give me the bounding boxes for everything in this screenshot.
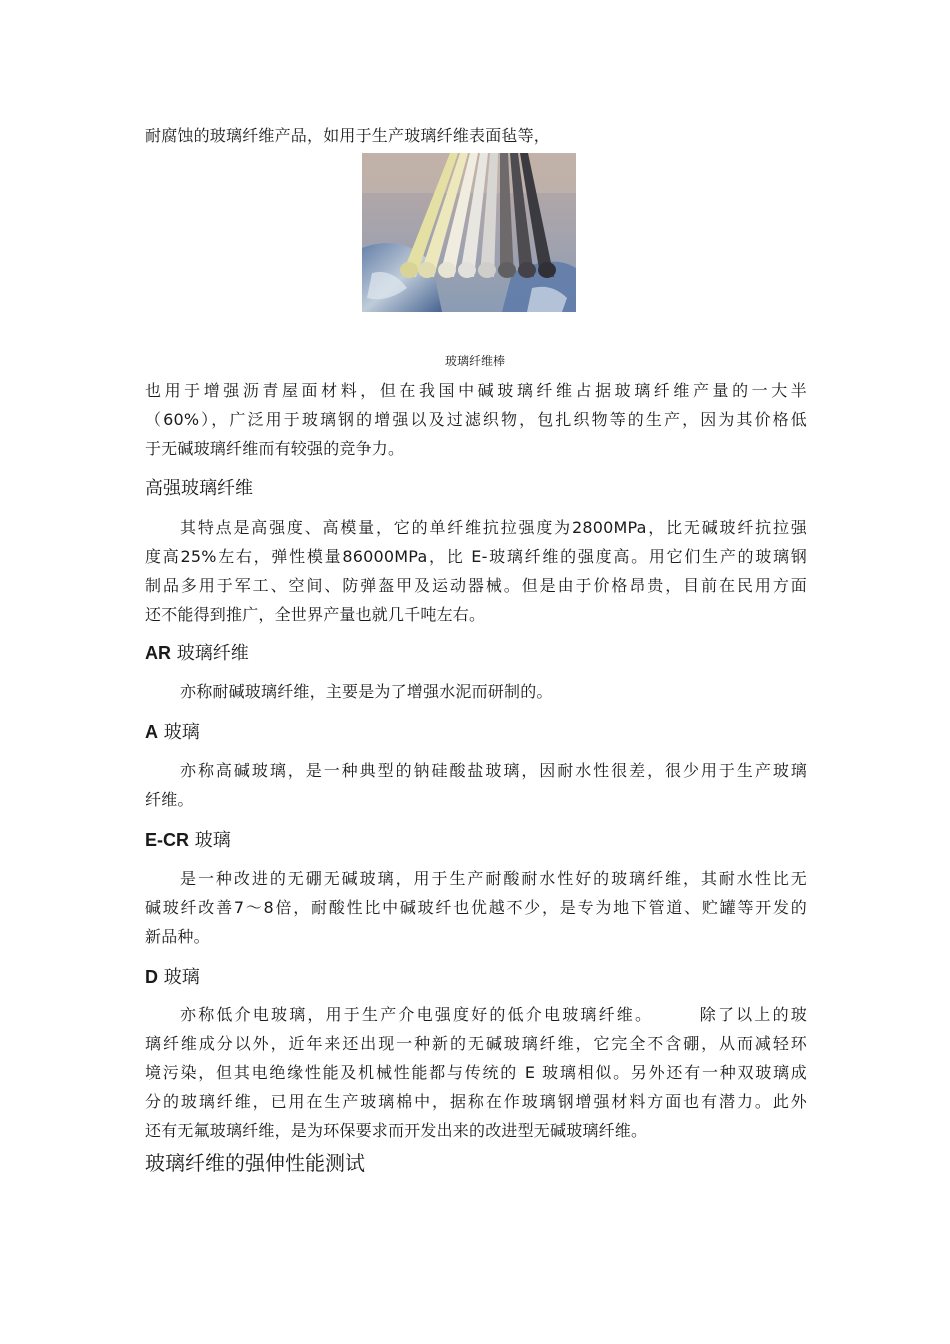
ecr-line-2: 碱玻纤改善7～8倍，耐酸性比中碱玻纤也优越不少，是专为地下管道、贮罐等开发的 <box>145 898 807 917</box>
high-strength-line-1: 其特点是高强度、高模量，它的单纤维抗拉强度为2800MPa，比无碱玻纤抗拉强 <box>180 518 807 537</box>
d-line-2: 璃纤维成分以外，近年来还出现一种新的无碱玻璃纤维，它完全不含硼，从而减轻环 <box>145 1034 807 1053</box>
ecr-line-1: 是一种改进的无硼无碱玻璃，用于生产耐酸耐水性好的玻璃纤维，其耐水性比无 <box>180 869 807 888</box>
high-strength-line-4: 还不能得到推广，全世界产量也就几千吨左右。 <box>145 605 486 624</box>
heading-d-rest: 玻璃 <box>158 967 200 988</box>
d-line-4: 分的玻璃纤维，已用在生产玻璃棉中，据称在作玻璃钢增强材料方面也有潜力。此外 <box>145 1092 807 1111</box>
figure-caption: 玻璃纤维棒 <box>444 354 505 368</box>
heading-ar <box>145 642 249 665</box>
para1-line-2: （60%），广泛用于玻璃钢的增强以及过滤织物，包扎织物等的生产，因为其价格低 <box>145 410 807 429</box>
heading-tensile-test: 玻璃纤维的强伸性能测试 <box>145 1151 365 1175</box>
high-strength-line-3: 制品多用于军工、空间、防弹盔甲及运动器械。但是由于价格昂贵，目前在民用方面 <box>145 576 807 595</box>
heading-ar-rest: 玻璃纤维 <box>171 643 249 664</box>
intro-line: 耐腐蚀的玻璃纤维产品，如用于生产玻璃纤维表面毡等， <box>145 126 551 145</box>
d-line-5: 还有无氟玻璃纤维，是为环保要求而开发出来的改进型无碱玻璃纤维。 <box>145 1121 648 1140</box>
para1-line-3: 于无碱玻璃纤维而有较强的竞争力。 <box>145 439 405 458</box>
ar-line-1: 亦称耐碱玻璃纤维，主要是为了增强水泥而研制的。 <box>180 682 553 701</box>
high-strength-line-2: 度高25%左右，弹性模量86000MPa，比 E-玻璃纤维的强度高。用它们生产的玻璃钢 <box>145 547 807 566</box>
fiberglass-rods-image <box>362 153 576 312</box>
heading-ecr <box>145 829 231 852</box>
d-line-1: 亦称低介电玻璃，用于生产介电强度好的低介电玻璃纤维。 除了以上的玻 <box>180 1005 807 1024</box>
a-line-2: 纤维。 <box>145 790 194 809</box>
fiberglass-rods-photo <box>362 153 576 312</box>
heading-ecr-prefix: E-CR <box>145 830 189 850</box>
heading-ecr-rest: 玻璃 <box>189 830 231 851</box>
heading-ar-prefix: AR <box>145 643 171 663</box>
para1-line-1: 也用于增强沥青屋面材料，但在我国中碱玻璃纤维占据玻璃纤维产量的一大半 <box>145 381 807 400</box>
heading-a-prefix: A <box>145 722 158 742</box>
a-line-1: 亦称高碱玻璃，是一种典型的钠硅酸盐玻璃，因耐水性很差，很少用于生产玻璃 <box>180 761 807 780</box>
d-line-3: 境污染，但其电绝缘性能及机械性能都与传统的 E 玻璃相似。另外还有一种双玻璃成 <box>145 1063 807 1082</box>
heading-a-rest: 玻璃 <box>158 722 200 743</box>
heading-high-strength: 高强玻璃纤维 <box>145 478 253 499</box>
heading-d <box>145 966 200 989</box>
ecr-line-3: 新品种。 <box>145 927 210 946</box>
heading-a <box>145 721 200 744</box>
heading-d-prefix: D <box>145 967 158 987</box>
